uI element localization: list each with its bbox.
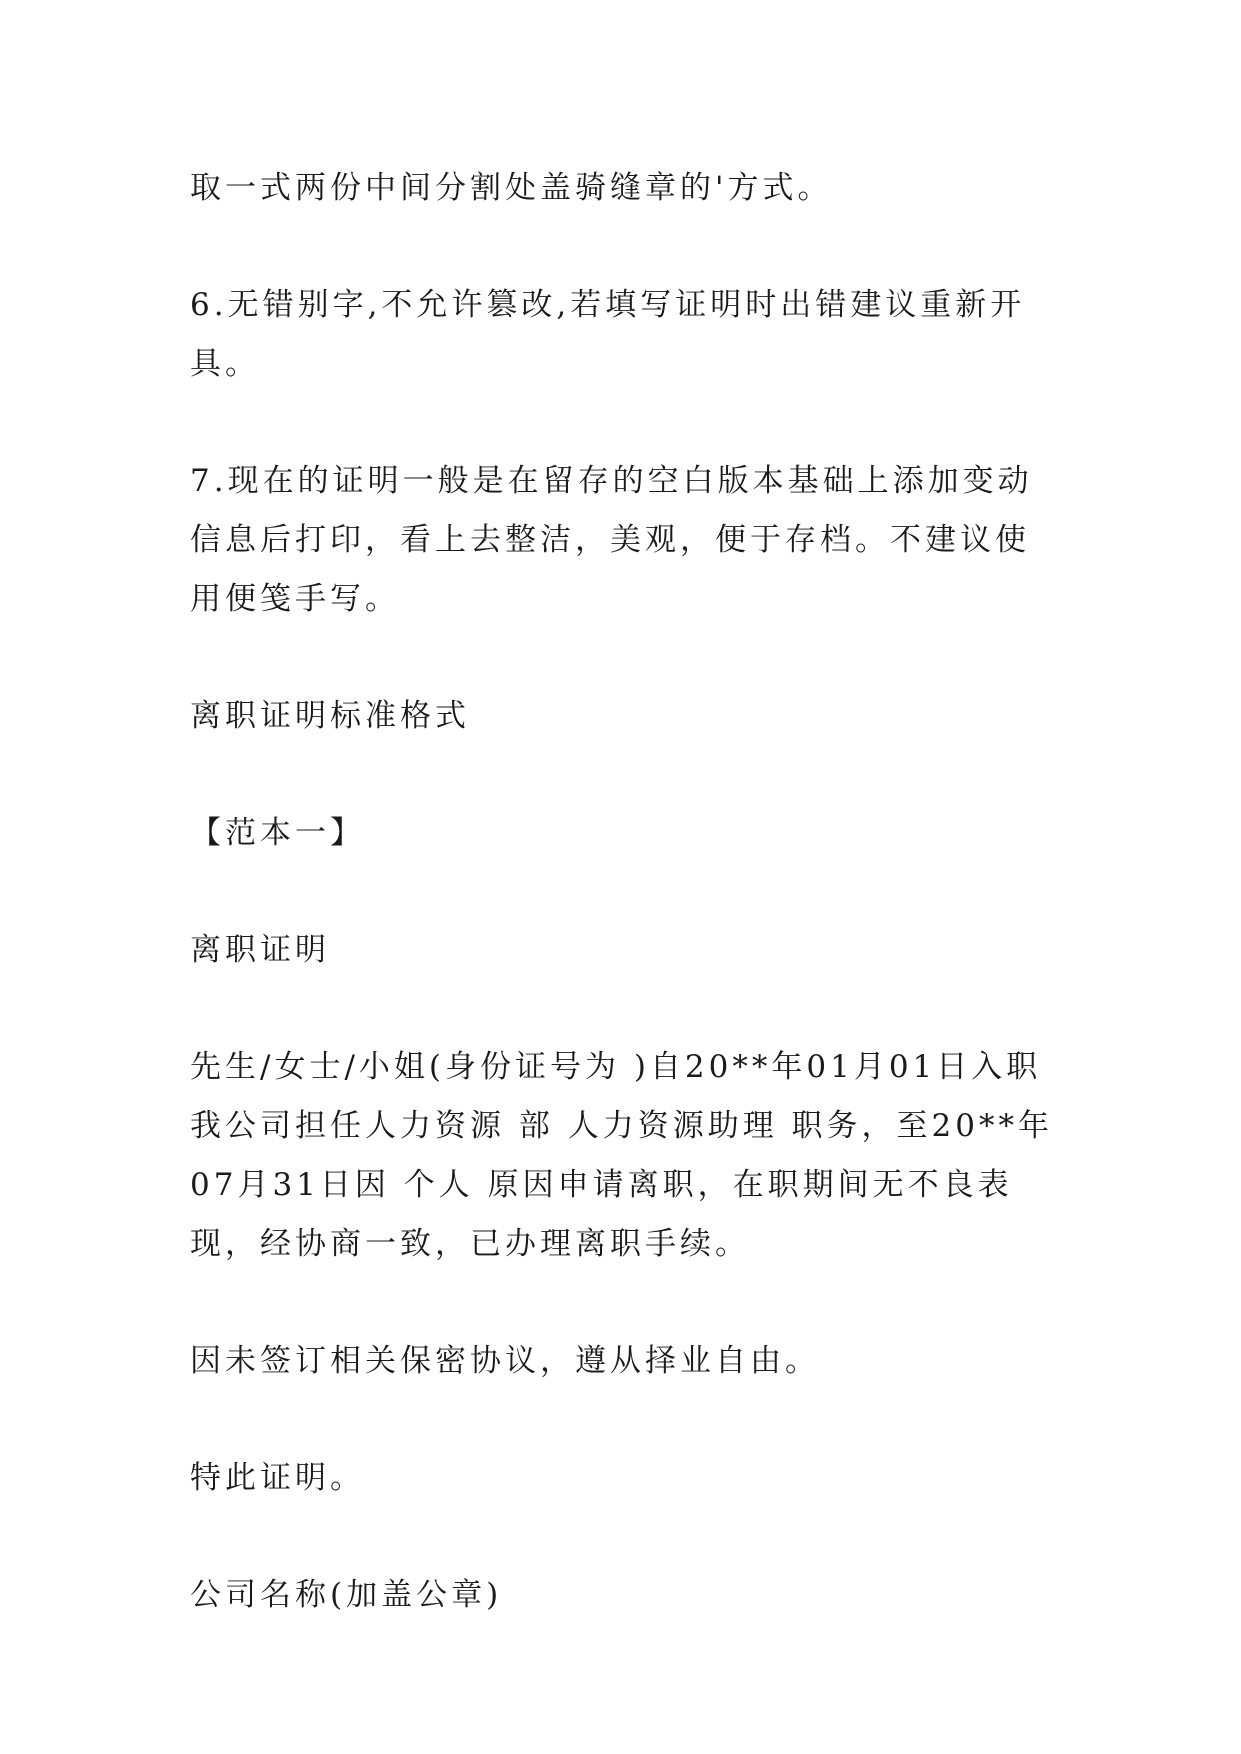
certificate-body: 先生/女士/小姐(身份证号为 )自20**年01月01日入职我公司担任人力资源 部 人力资源助理 职务，至20**年07月31日因 个人 原因申请离职，在职期间无不良表现，经协商一致，已办理离职手续。 bbox=[190, 1049, 1054, 1262]
section-heading: 离职证明标准格式 bbox=[190, 698, 470, 734]
paragraph-seal-method: 取一式两份中间分割处盖骑缝章的'方式。 bbox=[190, 170, 833, 206]
company-signature-line: 公司名称(加盖公章) bbox=[190, 1577, 503, 1613]
paragraph-item-7: 7.现在的证明一般是在留存的空白版本基础上添加变动信息后打印，看上去整洁，美观，便于存档。不建议使用便笺手写。 bbox=[190, 463, 1033, 617]
certification-statement: 特此证明。 bbox=[190, 1460, 365, 1496]
certificate-title: 离职证明 bbox=[190, 932, 330, 968]
template-label: 【范本一】 bbox=[190, 815, 365, 851]
paragraph-item-6: 6.无错别字,不允许篡改,若填写证明时出错建议重新开具。 bbox=[190, 287, 1026, 382]
confidentiality-note: 因未签订相关保密协议，遵从择业自由。 bbox=[190, 1343, 820, 1379]
document-body bbox=[190, 159, 1055, 1625]
